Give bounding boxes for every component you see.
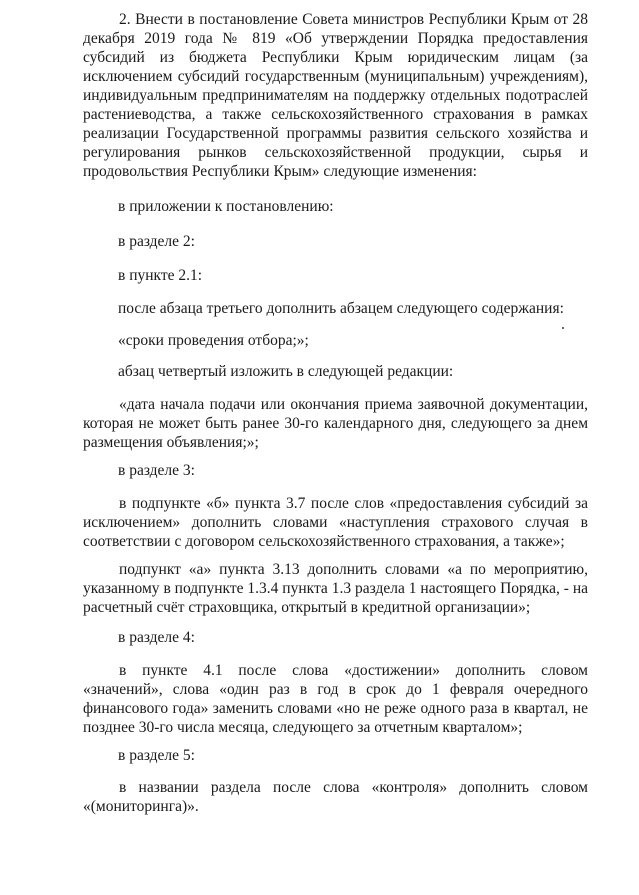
heading-section-3: в разделе 3: bbox=[118, 462, 195, 479]
quote-selection-terms: «сроки проведения отбора;»; bbox=[118, 332, 309, 349]
paragraph-in-appendix: в приложении к постановлению: bbox=[118, 198, 334, 215]
heading-point-2-1: в пункте 2.1: bbox=[118, 267, 203, 284]
paragraph-main-amendment: 2. Внести в постановление Совета министров Республики Крым от 28 декабря 2019 года № 819 «Об утверждении Порядка предоставления субсидий из бюджета Республики Крым юридическим лицам (за исключением субсидий государственным (муниципальным) учреждениям), индивидуальным предпринимателям на поддержку отдельных подотраслей растениеводства, а также сельскохозяйственного страхования в рамках реализации Государственной программы развития сельского хозяйства и регулирования рынков сельскохозяйственной продукции, сырья и продовольствия Республики Крым» следующие изменения: bbox=[83, 11, 588, 180]
quote-date-start: «дата начала подачи или окончания приема заявочной документации, которая не может быть ранее 30-го календарного дня, следующего за днем размещения объявления;»; bbox=[83, 396, 588, 451]
paragraph-para-4-edit: абзац четвертый изложить в следующей редакции: bbox=[118, 363, 454, 380]
paragraph-subpoint-a: подпункт «а» пункта 3.13 дополнить словами «а по мероприятию, указанному в подпункте 1.3.4 пункта 1.3 раздела 1 настоящего Порядка, - на расчетный счёт страховщика, открытый в кредитной организации»; bbox=[83, 561, 588, 616]
paragraph-section-title-change: в названии раздела после слова «контроля» дополнить словом «(мониторинга)». bbox=[83, 779, 588, 815]
heading-section-2: в разделе 2: bbox=[118, 233, 195, 250]
heading-section-4: в разделе 4: bbox=[118, 629, 195, 646]
paragraph-subpoint-b: в подпункте «б» пункта 3.7 после слов «предоставления субсидий за исключением» дополнить словами «наступления страхового случая в соответствии с договором сельскохозяйственного страхования, а также»; bbox=[83, 495, 588, 550]
scan-speck bbox=[562, 327, 564, 329]
paragraph-point-4-1: в пункте 4.1 после слова «достижении» дополнить словом «значений», слова «один раз в год в срок до 1 февраля очередного финансового года» заменить словами «но не реже одного раза в квартал, не позднее 30-го числа месяца, следующего за отчетным кварталом»; bbox=[83, 662, 588, 736]
paragraph-after-para-3: после абзаца третьего дополнить абзацем следующего содержания: bbox=[118, 300, 564, 317]
heading-section-5: в разделе 5: bbox=[118, 747, 195, 764]
